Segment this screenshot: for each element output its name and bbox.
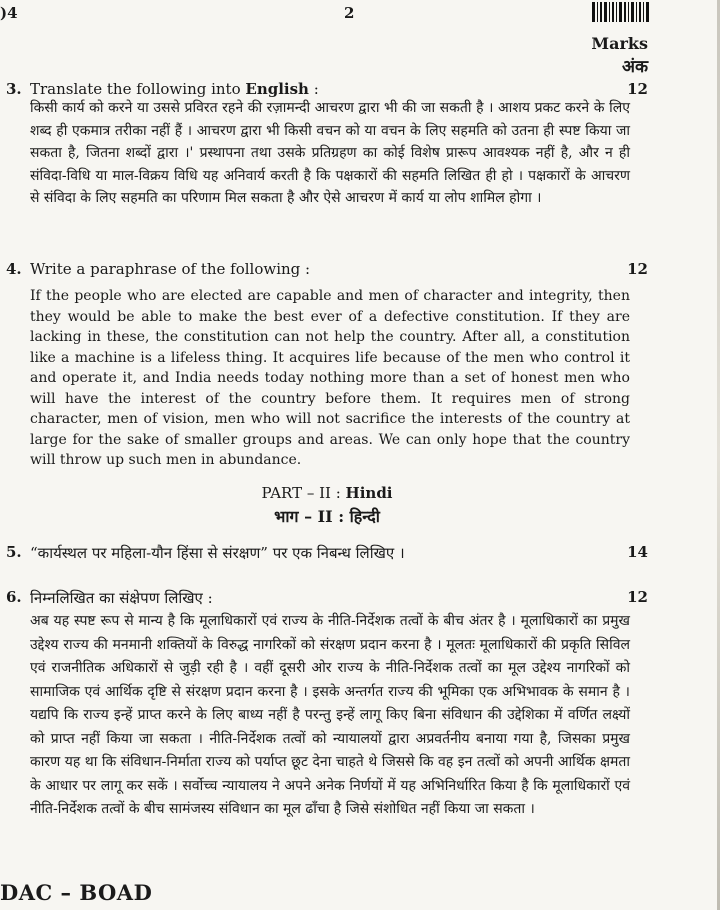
question-title: Write a paraphrase of the following :: [30, 260, 311, 278]
question-title-text: Translate the following into: [30, 80, 246, 98]
part-heading: [0, 484, 654, 502]
question-title-emphasis: English: [245, 80, 309, 98]
question-passage: If the people who are elected are capable and men of character and integrity, then they would be able to make the best ever of a defective constitution. If they are lacking in these, the constitution can not help the country. After all, a constitution like a machine is a lifeless thing. It acquires life because of the men who control it and operate it, and India needs today nothing more than a set of honest men who will have the interest of the country before them. It requires men of strong character, men of vision, men who will not sacrifice the interests of the country at large for the sake of smaller groups and areas. We can only hope that the country will throw up such men in abundance.: [30, 288, 630, 468]
marks-header: Marks: [591, 34, 648, 53]
question-marks: 12: [627, 260, 648, 278]
question-marks: 14: [627, 543, 648, 561]
question-title: निम्नलिखित का संक्षेपण लिखिए :: [30, 589, 213, 607]
part-heading-hindi: भाग – II : हिन्दी: [274, 507, 380, 526]
question-number: 6.: [6, 588, 22, 606]
question-marks: 12: [627, 588, 648, 606]
question-number: 4.: [6, 260, 22, 278]
question-title-colon: :: [308, 80, 319, 98]
question-title: “कार्यस्थल पर महिला-यौन हिंसा से संरक्षण” पर एक निबन्ध लिखिए ।: [30, 544, 405, 562]
page-number: 2: [344, 4, 355, 22]
question-passage: किसी कार्य को करने या उससे प्रविरत रहने की रज़ामन्दी आचरण द्वारा भी की जा सकती है । आशय प्रकट करने के लिए शब्द ही एकमात्र तरीका नहीं हैं । आचरण द्वारा भी किसी वचन को या वचन के लिए सहमति को उतना ही स्पष्ट किया जा सकता है, जितना शब्दों द्वारा ।' प्रस्थापना तथा उसके प्रतिग्रहण का कोई विशेष प्रारूप आवश्यक नहीं है, और न ही संविदा-विधि या माल-विक्रय विधि यह अनिवार्य करती है कि पक्षकारों की सहमति लिखित ही हो । पक्षकारों के आचरण से संविदा के लिए सहमति का परिणाम मिल सकता है और ऐसे आचरण में कार्य या लोप शामिल होगा ।: [30, 100, 630, 206]
footer-code: DAC – BOAD: [0, 880, 153, 905]
part-heading-emphasis: Hindi: [345, 484, 393, 502]
page-code: )4: [0, 4, 18, 22]
question-number: 5.: [6, 543, 22, 561]
question-marks: 12: [627, 80, 648, 98]
question-passage: अब यह स्पष्ट रूप से मान्य है कि मूलाधिकारों एवं राज्य के नीति-निर्देशक तत्वों के बीच अंतर है । मूलाधिकारों का प्रमुख उद्देश्य राज्य की मनमानी शक्तियों के विरुद्ध नागरिकों को संरक्षण प्रदान करना है । मूलतः मूलाधिकारों की प्रकृति सिविल एवं राजनीतिक अधिकारों से जुड़ी रही है । वहीं दूसरी ओर राज्य के नीति-निर्देशक तत्वों का मूल उद्देश्य नागरिकों को सामाजिक एवं आर्थिक दृष्टि से संरक्षण प्रदान करना है । इसके अन्तर्गत राज्य की भूमिका एक अभिभावक के समान है । यद्यपि कि राज्य इन्हें प्राप्त करने के लिए बाध्य नहीं है परन्तु इन्हें लागू किए बिना संविधान की उद्देशिका में वर्णित लक्ष्यों को प्राप्त नहीं किया जा सकता । नीति-निर्देशक तत्वों को न्यायालयों द्वारा अप्रवर्तनीय बनाया गया है, जिसका प्रमुख कारण यह था कि संविधान-निर्माता राज्य को पर्याप्त छूट देना चाहते थे जिससे कि वह इन तत्वों को अपनी आर्थिक क्षमता के आधार पर लागू कर सकें । सर्वोच्च न्यायालय ने अपने अनेक निर्णयों में यह अभिनिर्धारित किया है कि मूलाधिकारों एवं नीति-निर्देशक तत्वों के बीच सामंजस्य संविधान का मूल ढाँचा है जिसे संशोधित नहीं किया जा सकता ।: [30, 613, 630, 817]
marks-header-hindi: अंक: [621, 57, 648, 77]
barcode-graphic: [592, 2, 650, 22]
part-heading-text: PART – II :: [261, 484, 346, 502]
question-title: [30, 80, 319, 98]
question-number: 3.: [6, 80, 22, 98]
